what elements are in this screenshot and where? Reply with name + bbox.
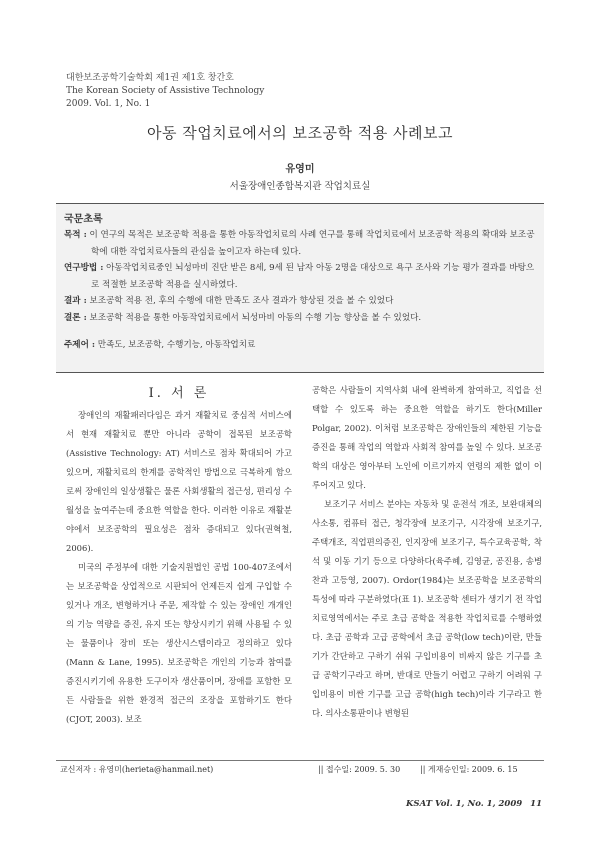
right-column: [312, 381, 542, 723]
method-label: 연구방법 :: [64, 263, 104, 273]
conclusion-text: 보조공학 적용을 통한 아동작업치료에서 뇌성마비 아동의 수행 기능 향상을 볼 수 있었다.: [86, 312, 422, 323]
conclusion-label: 결론 :: [64, 312, 87, 323]
result-text: 보조공학 적용 전, 후의 수행에 대한 만족도 조사 결과가 향상된 것을 볼 수 있었다: [86, 296, 394, 306]
abstract-keywords: [64, 337, 538, 354]
footer-divider: [56, 760, 544, 761]
abstract-conclusion: [64, 310, 538, 327]
abstract-heading: 국문초록: [64, 214, 103, 225]
running-journal: KSAT Vol. 1, No. 1, 2009: [406, 799, 523, 809]
accepted-date: || 게재승인일: 2009. 6. 15: [420, 765, 518, 774]
journal-english-name: The Korean Society of Assistive Technology: [66, 86, 265, 96]
journal-volume: 2009. Vol. 1, No. 1: [66, 99, 151, 109]
journal-info: [66, 72, 264, 111]
paper-title: 아동 작업치료에서의 보조공학 적용 사례보고: [147, 124, 453, 142]
intro-paragraph-3: 보조기구 서비스 분야는 자동차 및 운전석 개조, 보완대체의사소통, 컴퓨터 접근, 청각장애 보조기구, 시각장애 보조기구, 주택개조, 직업편의증진, 인지장애 보조기구, 특수교육공학, 착석 및 이동 기기 등으로 다양하다(육주혜, 김영균, 공진용, 송병찬과 고등영, 2007). Ordor(1984)는 보조공학을 보조공학의 특성에 따라 구분하였다(표 1). 보조공학 센터가 생기기 전 작업치료영역에서는 주로 초급 공학을 적용한 작업치료를 수행하였다. 초급 공학과 고급 공학에서 초급 공학(low tech)이란, 만들기가 간단하고 구하기 쉬워 구입비용이 비싸지 않은 기구를 초급 공학기구라고 하며, 반대로 만들기 어렵고 구하기 어려워 구입비용이 비싼 기구를 고급 공학(high tech)이라 기구라고 한다. 의사소통판이나 변형된: [312, 499, 542, 718]
keywords-label: 주제어 :: [64, 340, 96, 350]
page-number: 11: [530, 799, 542, 809]
purpose-label: 목적 :: [64, 230, 87, 240]
keywords-text: 만족도, 보조공학, 수행기능, 아동작업치료: [95, 340, 256, 350]
method-text: 아동작업치료중인 뇌성마비 진단 받은 8세, 9세 된 남자 아동 2명을 대상으로 욕구 조사와 기능 평가 결과를 바탕으로 적절한 보조공학 적용을 실시하였다.: [91, 263, 535, 290]
running-footer: [380, 799, 542, 809]
journal-korean-name: 대한보조공학기술학회 제1권 제1호 창간호: [66, 73, 234, 83]
result-label: 결과 :: [64, 296, 87, 306]
received-date: || 접수일: 2009. 5. 30: [318, 765, 401, 774]
author-affiliation: 서울장애인종합복지관 작업치료실: [229, 181, 371, 192]
abstract-box: [56, 203, 544, 373]
abstract-method: [64, 260, 538, 293]
left-column: [66, 406, 292, 729]
abstract-purpose: [64, 227, 538, 260]
abstract-result: [64, 293, 538, 310]
section-title-introduction: I. 서 론: [148, 386, 210, 401]
intro-paragraph-2-continued: 공학은 사람들이 지역사회 내에 완벽하게 참여하고, 직업을 선택할 수 있도록 하는 중요한 역할을 하기도 한다(Miller Polgar, 2002). 이처럼 보조공학은 장애인들의 제한된 기능을 증진을 통해 작업의 역할과 사회적 참여를 높일 수 있다. 보조공학의 대상은 영아부터 노인에 이르기까지 연령의 제한 없이 이루어지고 있다.: [312, 385, 542, 490]
intro-paragraph-1: 장애인의 재활패러다임은 과거 재활치료 중심적 서비스에서 현재 재활치료 뿐만 아니라 공학이 접목된 보조공학(Assistive Technology: AT) 서비스로 점차 확대되어 가고 있으며, 재활치료의 한계를 공학적인 방법으로 극복하게 함으로써 장애인의 일상생활은 물론 사회생활의 접근성, 편리성 수월성을 높여주는데 중요한 역할을 한다. 이러한 이유로 재활분야에서 보조공학의 필요성은 점차 증대되고 있다(권혁철, 2006).: [66, 410, 292, 553]
author-name: 유영미: [285, 164, 315, 175]
purpose-text: 이 연구의 목적은 보조공학 적용을 통한 아동작업치료의 사례 연구를 통해 작업치료에서 보조공학 적용의 확대와 보조공학에 대한 작업치료사들의 관심을 높이고자 하는데 있다.: [86, 230, 535, 257]
corresponding-author: 교신저자 : 유영미(herieta@hanmail.net): [60, 765, 214, 774]
intro-paragraph-2: 미국의 주정부에 대한 기술지원법인 공법 100-407조에서는 보조공학을 상업적으로 시판되어 언제든지 쉽게 구입할 수 있거나 개조, 변형하거나 주문, 제작할 수 있는 장애인 개개인의 기능 역량을 증진, 유지 또는 향상시키기 위해 사용될 수 있는 물품이나 장비 또는 생산시스템이라고 정의하고 있다(Mann & Lane, 1995). 보조공학은 개인의 기능과 참여를 증진시키기에 유용한 도구이자 생산품이며, 장애를 포함한 모든 사람들을 위한 환경적 접근의 조장을 포함하기도 한다(CJOT, 2003). 보조: [66, 562, 292, 724]
